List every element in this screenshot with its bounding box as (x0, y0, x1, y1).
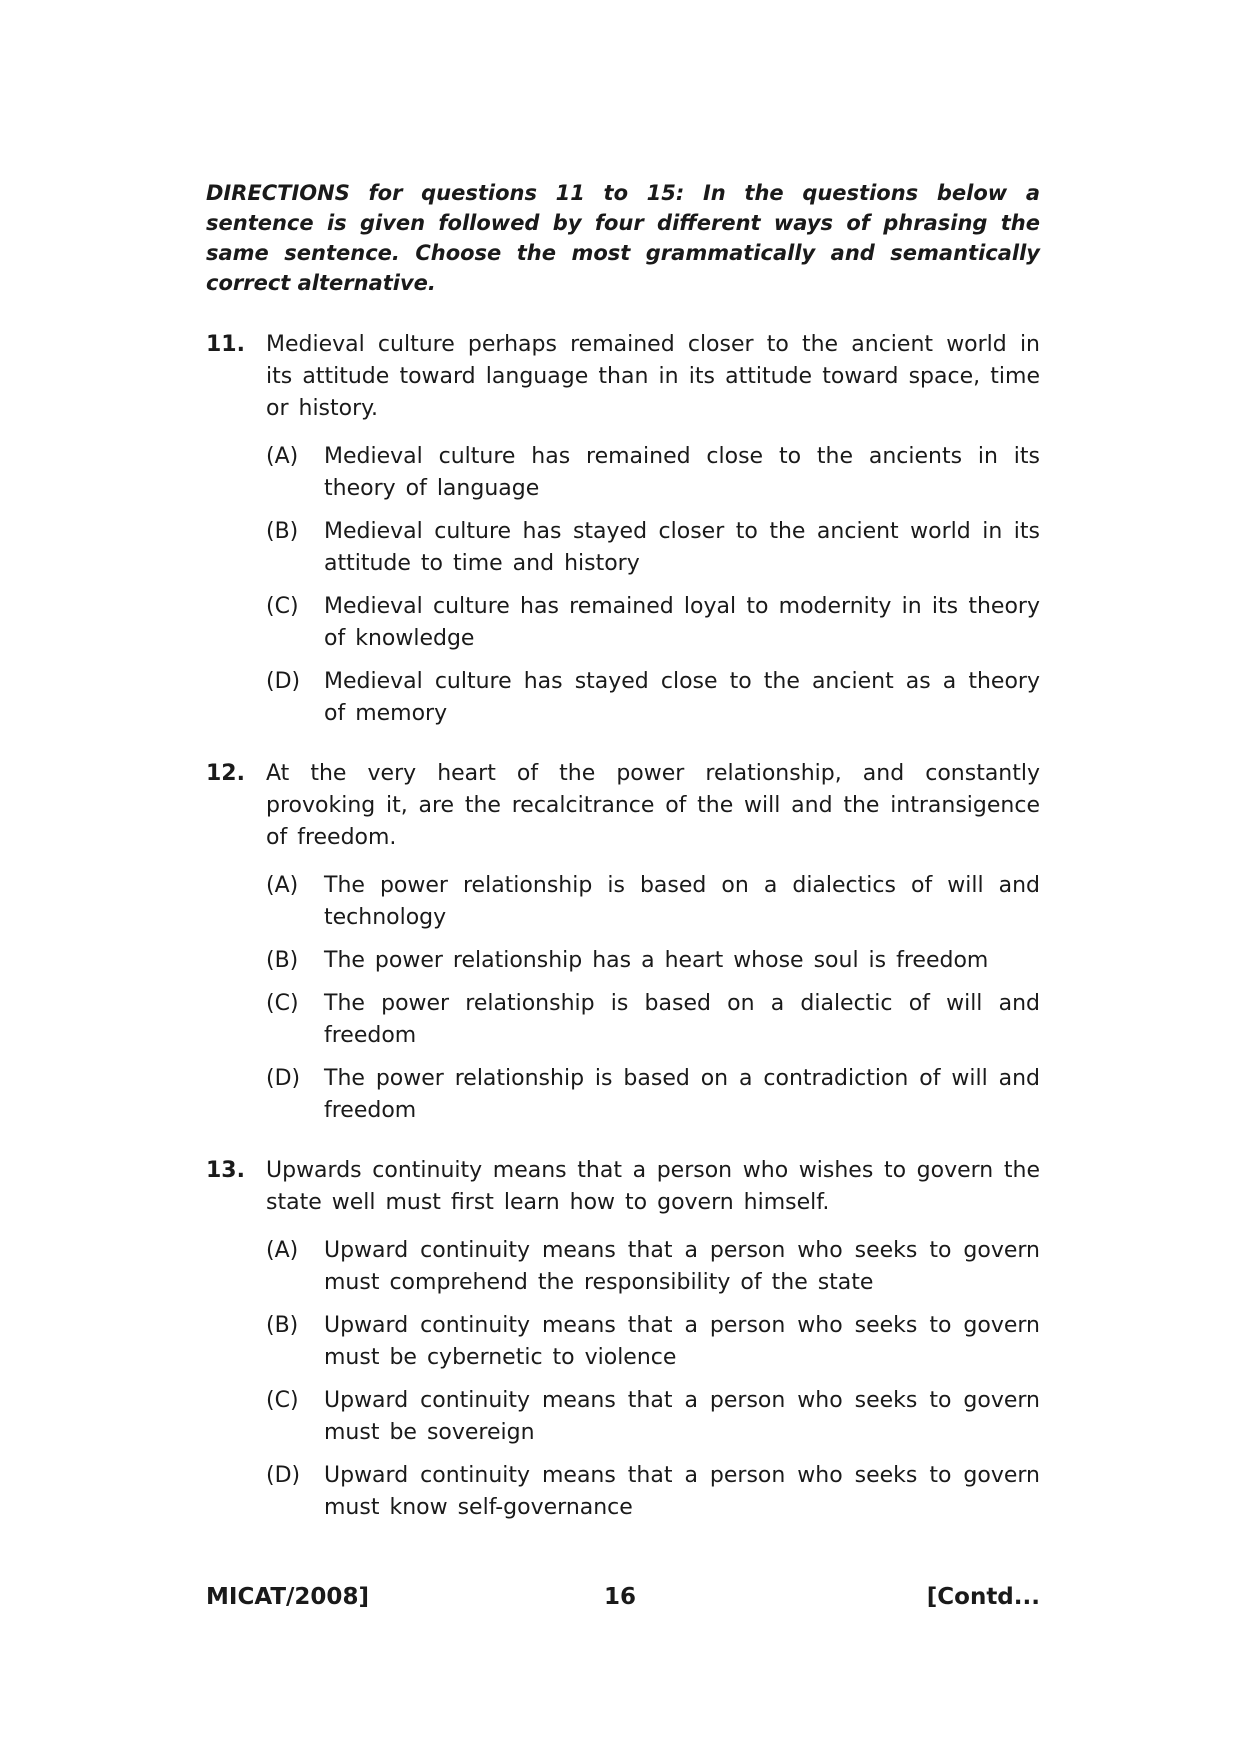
question-number: 11. (206, 332, 245, 357)
option-d (266, 666, 1040, 730)
option-label: (B) (266, 948, 299, 973)
option-text: Upward continuity means that a person who seeks to govern must be cybernetic to violence (324, 1313, 1040, 1370)
question-number: 13. (206, 1158, 245, 1183)
option-label: (C) (266, 1388, 299, 1413)
option-text: Upward continuity means that a person who seeks to govern must know self-governance (324, 1463, 1040, 1520)
question-stem (206, 758, 1040, 854)
question-12 (206, 758, 1040, 1127)
option-c (266, 988, 1040, 1052)
option-text: Upward continuity means that a person who seeks to govern must comprehend the responsibility of the state (324, 1238, 1040, 1295)
option-text: Medieval culture has stayed close to the ancient as a theory of memory (324, 669, 1040, 726)
option-label: (B) (266, 519, 299, 544)
exam-page (206, 178, 1040, 1535)
option-text: Medieval culture has remained loyal to modernity in its theory of knowledge (324, 594, 1040, 651)
page-footer (206, 1582, 1040, 1612)
footer-continued: [Contd... (926, 1584, 1040, 1610)
option-label: (D) (266, 669, 301, 694)
option-b (266, 516, 1040, 580)
option-text: The power relationship is based on a dialectics of will and technology (324, 873, 1040, 930)
footer-exam-code: MICAT/2008] (206, 1584, 369, 1610)
question-stem (206, 1155, 1040, 1219)
question-text: At the very heart of the power relationship, and constantly provoking it, are the recalcitrance of the will and the intransigence of freedom. (266, 761, 1040, 850)
option-text: The power relationship is based on a contradiction of will and freedom (324, 1066, 1040, 1123)
option-a (266, 870, 1040, 934)
question-text: Medieval culture perhaps remained closer to the ancient world in its attitude toward language than in its attitude toward space, time or history. (266, 332, 1040, 421)
option-a (266, 1235, 1040, 1299)
option-text: Medieval culture has remained close to the ancients in its theory of language (324, 444, 1040, 501)
option-label: (A) (266, 1238, 299, 1263)
option-label: (C) (266, 594, 299, 619)
option-text: The power relationship has a heart whose soul is freedom (324, 948, 989, 973)
option-text: Medieval culture has stayed closer to the ancient world in its attitude to time and history (324, 519, 1040, 576)
option-d (266, 1063, 1040, 1127)
option-d (266, 1460, 1040, 1524)
option-c (266, 591, 1040, 655)
page-number: 16 (604, 1584, 637, 1610)
question-text: Upwards continuity means that a person who wishes to govern the state well must first learn how to govern himself. (266, 1158, 1040, 1215)
option-text: The power relationship is based on a dialectic of will and freedom (324, 991, 1040, 1048)
question-stem (206, 329, 1040, 425)
option-label: (D) (266, 1066, 301, 1091)
options-list (266, 1235, 1040, 1524)
option-label: (B) (266, 1313, 299, 1338)
options-list (266, 441, 1040, 730)
question-number: 12. (206, 761, 245, 786)
option-label: (C) (266, 991, 299, 1016)
option-label: (A) (266, 444, 299, 469)
options-list (266, 870, 1040, 1127)
option-b (266, 945, 1040, 977)
option-label: (A) (266, 873, 299, 898)
question-13 (206, 1155, 1040, 1524)
option-c (266, 1385, 1040, 1449)
option-text: Upward continuity means that a person who seeks to govern must be sovereign (324, 1388, 1040, 1445)
option-a (266, 441, 1040, 505)
directions-text: DIRECTIONS for questions 11 to 15: In the questions below a sentence is given followed by four different ways of phrasing the same sentence. Choose the most grammatically and semantically correct alternative. (206, 181, 1040, 295)
option-b (266, 1310, 1040, 1374)
question-11 (206, 329, 1040, 730)
option-label: (D) (266, 1463, 301, 1488)
